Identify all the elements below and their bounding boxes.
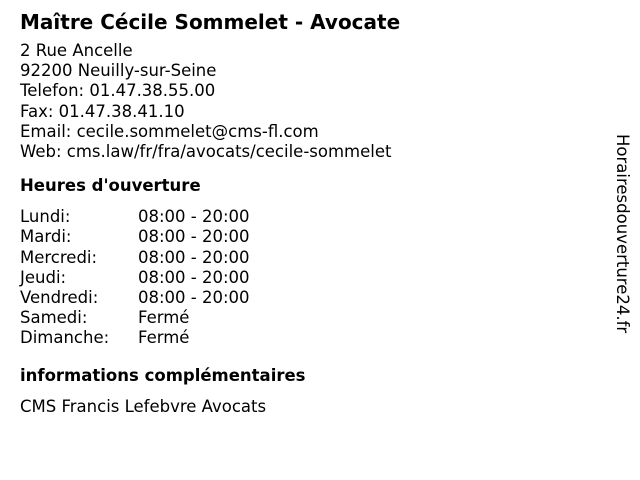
hours-time: Fermé [138,328,190,348]
page-title: Maître Cécile Sommelet - Avocate [20,10,401,34]
hours-time: Fermé [138,308,190,328]
contact-block [20,41,600,162]
hours-day: Vendredi: [20,288,99,308]
hours-row-saturday [20,308,600,328]
additional-info-text: CMS Francis Lefebvre Avocats [20,396,267,416]
hours-row-sunday [20,328,600,348]
business-card [20,8,600,417]
hours-row-tuesday [20,227,600,247]
hours-time: 08:00 - 20:00 [138,227,250,247]
hours-day: Dimanche: [20,328,110,348]
street-address: 2 Rue Ancelle [20,41,133,60]
hours-row-thursday [20,268,600,288]
hours-time: 08:00 - 20:00 [138,267,250,287]
brand-text: Horairesdouverture24.fr [613,134,632,334]
hours-time: 08:00 - 20:00 [138,207,250,227]
hours-row-friday [20,288,600,308]
additional-info-heading: informations complémentaires [20,365,306,385]
hours-day: Lundi: [20,207,71,227]
hours-day: Samedi: [20,308,88,328]
hours-time: 08:00 - 20:00 [138,288,250,308]
opening-hours-table [20,207,600,348]
hours-day: Jeudi: [20,267,67,287]
hours-day: Mercredi: [20,247,98,267]
opening-hours-heading: Heures d'ouverture [20,176,201,196]
phone-number: Telefon: 01.47.38.55.00 [20,81,216,101]
city-postcode: 92200 Neuilly-sur-Seine [20,61,217,81]
hours-time: 08:00 - 20:00 [138,247,250,267]
website: Web: cms.law/fr/fra/avocats/cecile-sommelet [20,142,392,162]
vertical-brand-banner [610,134,634,374]
hours-day: Mardi: [20,227,72,247]
hours-row-monday [20,207,600,227]
hours-row-wednesday [20,248,600,268]
email-address: Email: cecile.sommelet@cms-fl.com [20,121,319,141]
fax-number: Fax: 01.47.38.41.10 [20,101,185,121]
